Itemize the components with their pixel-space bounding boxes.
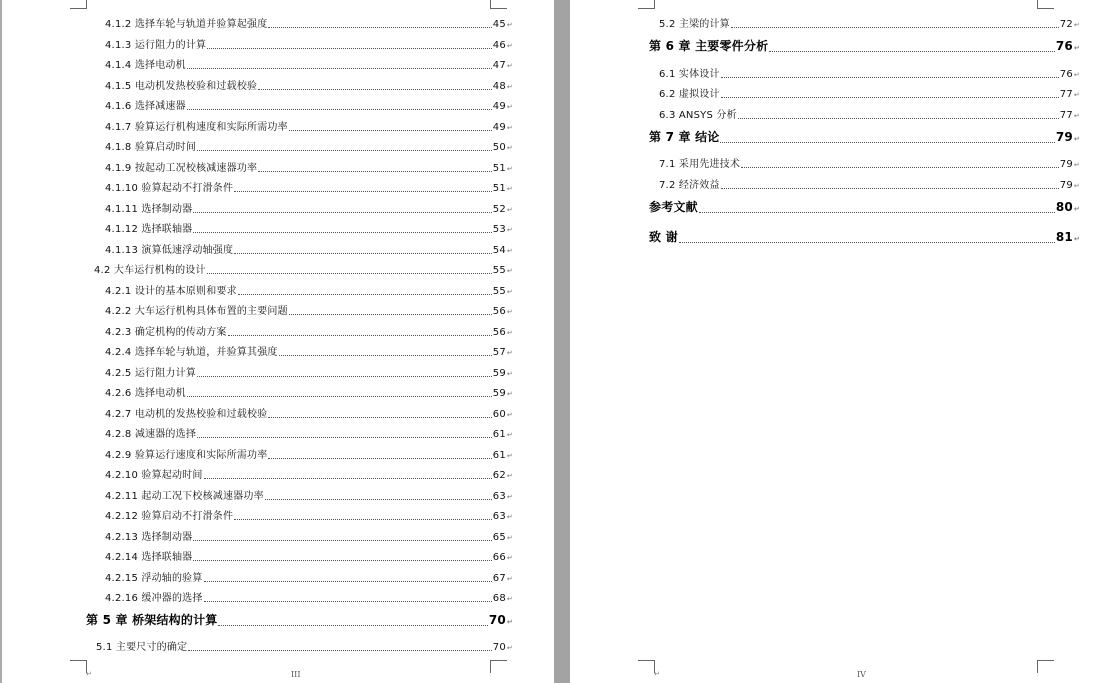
toc-dot-leader <box>279 355 492 356</box>
document-page-left[interactable] <box>2 0 554 683</box>
toc-dot-leader <box>721 77 1059 78</box>
toc-page-number: 70 <box>488 613 506 627</box>
toc-dot-leader <box>187 396 492 397</box>
paragraph-mark-icon: ↵ <box>506 575 513 583</box>
toc-entry[interactable] <box>105 425 513 440</box>
toc-entry-title: 4.2.7 电动机的发热校验和过载校验 <box>105 409 268 420</box>
toc-page-number: 76 <box>1059 69 1073 80</box>
toc-entry-title: 参考文献 <box>649 200 698 214</box>
toc-entry-title: 4.1.13 演算低速浮动轴强度 <box>105 245 234 256</box>
toc-entry-title: 4.2.5 运行阻力计算 <box>105 368 197 379</box>
toc-chapter-entry[interactable] <box>649 198 1080 215</box>
toc-entry-title: 4.2.12 验算启动不打滑条件 <box>105 511 234 522</box>
crop-mark-top-left-icon <box>70 0 87 9</box>
footer-paragraph-mark-icon: ↵ <box>86 670 92 678</box>
paragraph-mark-icon: ↵ <box>506 21 513 29</box>
toc-page-number: 67 <box>492 573 506 584</box>
toc-dot-leader <box>188 650 492 651</box>
toc-entry[interactable] <box>105 138 513 153</box>
toc-entry-title: 4.2.15 浮动轴的验算 <box>105 573 203 584</box>
toc-dot-leader <box>721 97 1059 98</box>
toc-dot-leader <box>265 499 492 500</box>
toc-page-number: 55 <box>492 286 506 297</box>
paragraph-mark-icon: ↵ <box>506 206 513 214</box>
toc-page-number: 48 <box>492 81 506 92</box>
toc-entry[interactable] <box>105 528 513 543</box>
toc-dot-leader <box>204 601 492 602</box>
toc-dot-leader <box>207 273 492 274</box>
paragraph-mark-icon: ↵ <box>506 534 513 542</box>
toc-entry[interactable] <box>105 200 513 215</box>
toc-page-number: 60 <box>492 409 506 420</box>
toc-page-number: 51 <box>492 183 506 194</box>
paragraph-mark-icon: ↵ <box>506 267 513 275</box>
crop-mark-bottom-right-icon <box>490 660 507 673</box>
footer-paragraph-mark-icon: ↵ <box>654 670 660 678</box>
paragraph-mark-icon: ↵ <box>506 247 513 255</box>
toc-dot-leader <box>769 51 1055 52</box>
toc-entry-title: 4.1.5 电动机发热校验和过载校验 <box>105 81 258 92</box>
toc-page-number: 49 <box>492 101 506 112</box>
toc-entry[interactable] <box>659 15 1080 30</box>
toc-page-number: 63 <box>492 511 506 522</box>
paragraph-mark-icon: ↵ <box>1073 71 1080 79</box>
toc-entry[interactable] <box>105 343 513 358</box>
toc-entry[interactable] <box>105 323 513 338</box>
paragraph-mark-icon: ↵ <box>506 329 513 337</box>
toc-entry[interactable] <box>105 241 513 256</box>
paragraph-mark-icon: ↵ <box>506 370 513 378</box>
toc-dot-leader <box>289 130 492 131</box>
toc-page-number: 62 <box>492 470 506 481</box>
toc-entry[interactable] <box>659 176 1080 191</box>
toc-entry[interactable] <box>105 487 513 502</box>
toc-dot-leader <box>234 253 492 254</box>
toc-page-number: 59 <box>492 388 506 399</box>
page-gutter <box>554 0 570 683</box>
toc-page-number: 49 <box>492 122 506 133</box>
toc-dot-leader <box>197 150 492 151</box>
toc-dot-leader <box>204 581 492 582</box>
toc-entry[interactable] <box>105 77 513 92</box>
toc-entry-title: 4.2.11 起动工况下校核减速器功率 <box>105 491 264 502</box>
toc-entry-title: 4.2.14 选择联轴器 <box>105 552 193 563</box>
toc-dot-leader <box>268 27 491 28</box>
paragraph-mark-icon: ↵ <box>506 493 513 501</box>
toc-entry-title: 第 7 章 结论 <box>649 130 720 144</box>
toc-entry-title: 4.1.11 选择制动器 <box>105 204 193 215</box>
toc-entry-title: 4.1.3 运行阻力的计算 <box>105 40 207 51</box>
paragraph-mark-icon: ↵ <box>506 472 513 480</box>
crop-mark-bottom-left-icon <box>638 660 655 673</box>
toc-entry-title: 4.1.7 验算运行机构速度和实际所需功率 <box>105 122 288 133</box>
paragraph-mark-icon: ↵ <box>506 144 513 152</box>
toc-entry[interactable] <box>105 282 513 297</box>
toc-entry[interactable] <box>105 364 513 379</box>
toc-entry-title: 第 6 章 主要零件分析 <box>649 39 769 53</box>
paragraph-mark-icon: ↵ <box>1073 182 1080 190</box>
toc-page-number: 70 <box>492 642 506 653</box>
toc-page-number: 72 <box>1059 19 1073 30</box>
toc-entry-title: 致 谢 <box>649 230 678 244</box>
footer-page-number: III <box>291 670 301 679</box>
toc-entry[interactable] <box>659 85 1080 100</box>
toc-dot-leader <box>193 212 491 213</box>
toc-chapter-entry[interactable] <box>649 128 1080 145</box>
paragraph-mark-icon: ↵ <box>506 595 513 603</box>
toc-page-number: 76 <box>1055 39 1073 53</box>
paragraph-mark-icon: ↵ <box>506 513 513 521</box>
paragraph-mark-icon: ↵ <box>506 390 513 398</box>
toc-entry[interactable] <box>105 589 513 604</box>
paragraph-mark-icon: ↵ <box>506 185 513 193</box>
toc-dot-leader <box>193 232 491 233</box>
toc-dot-leader <box>268 458 491 459</box>
toc-dot-leader <box>720 142 1054 143</box>
toc-page-number: 77 <box>1059 110 1073 121</box>
toc-entry[interactable] <box>105 507 513 522</box>
toc-dot-leader <box>731 27 1059 28</box>
paragraph-mark-icon: ↵ <box>1073 21 1080 29</box>
toc-dot-leader <box>218 625 487 626</box>
toc-page-number: 65 <box>492 532 506 543</box>
toc-entry-title: 4.2 大车运行机构的设计 <box>94 265 206 276</box>
toc-chapter-entry[interactable] <box>86 611 513 628</box>
toc-dot-leader <box>699 212 1055 213</box>
paragraph-mark-icon: ↵ <box>506 288 513 296</box>
paragraph-mark-icon: ↵ <box>506 62 513 70</box>
toc-entry-title: 4.2.8 减速器的选择 <box>105 429 197 440</box>
toc-entry[interactable] <box>659 65 1080 80</box>
toc-dot-leader <box>679 242 1055 243</box>
toc-dot-leader <box>721 188 1059 189</box>
crop-mark-bottom-right-icon <box>1037 660 1054 673</box>
toc-entry-title: 4.2.13 选择制动器 <box>105 532 193 543</box>
toc-page-number: 47 <box>492 60 506 71</box>
toc-entry-title: 4.2.4 选择车轮与轨道，并验算其强度 <box>105 347 278 358</box>
crop-mark-bottom-left-icon <box>70 660 87 673</box>
toc-entry-title: 4.1.10 验算起动不打滑条件 <box>105 183 234 194</box>
toc-page-number: 55 <box>492 265 506 276</box>
toc-entry[interactable] <box>105 466 513 481</box>
paragraph-mark-icon: ↵ <box>1073 112 1080 120</box>
toc-page-number: 50 <box>492 142 506 153</box>
toc-page-number: 53 <box>492 224 506 235</box>
toc-entry-title: 4.2.6 选择电动机 <box>105 388 186 399</box>
paragraph-mark-icon: ↵ <box>506 644 513 652</box>
toc-entry-title: 4.2.9 验算运行速度和实际所需功率 <box>105 450 268 461</box>
toc-dot-leader <box>193 540 491 541</box>
toc-entry[interactable] <box>105 302 513 317</box>
toc-entry-title: 4.1.2 选择车轮与轨道并验算起强度 <box>105 19 268 30</box>
toc-dot-leader <box>197 376 492 377</box>
paragraph-mark-icon: ↵ <box>1073 205 1080 213</box>
crop-mark-top-right-icon <box>490 0 507 9</box>
toc-page-number: 45 <box>492 19 506 30</box>
toc-page-number: 79 <box>1055 130 1073 144</box>
paragraph-mark-icon: ↵ <box>506 165 513 173</box>
toc-entry-title: 7.2 经济效益 <box>659 180 720 191</box>
toc-entry-title: 4.1.6 选择减速器 <box>105 101 186 112</box>
paragraph-mark-icon: ↵ <box>506 42 513 50</box>
paragraph-mark-icon: ↵ <box>506 308 513 316</box>
toc-page-number: 79 <box>1059 180 1073 191</box>
toc-entry-title: 第 5 章 桥架结构的计算 <box>86 613 218 627</box>
toc-page-number: 79 <box>1059 159 1073 170</box>
paragraph-mark-icon: ↵ <box>1073 235 1080 243</box>
toc-dot-leader <box>238 294 492 295</box>
toc-dot-leader <box>187 109 492 110</box>
toc-entry[interactable] <box>105 97 513 112</box>
toc-entry[interactable] <box>659 106 1080 121</box>
paragraph-mark-icon: ↵ <box>506 431 513 439</box>
toc-page-number: 56 <box>492 327 506 338</box>
paragraph-mark-icon: ↵ <box>506 349 513 357</box>
toc-entry-title: 4.2.1 设计的基本原则和要求 <box>105 286 237 297</box>
toc-entry[interactable] <box>105 56 513 71</box>
toc-dot-leader <box>234 191 492 192</box>
toc-page-number: 46 <box>492 40 506 51</box>
paragraph-mark-icon: ↵ <box>506 103 513 111</box>
toc-page-number: 54 <box>492 245 506 256</box>
toc-entry[interactable] <box>105 220 513 235</box>
toc-entry[interactable] <box>105 118 513 133</box>
toc-entry[interactable] <box>105 384 513 399</box>
paragraph-mark-icon: ↵ <box>1073 135 1080 143</box>
toc-entry-title: 7.1 采用先进技术 <box>659 159 741 170</box>
document-page-right[interactable] <box>570 0 1101 683</box>
toc-page-number: 57 <box>492 347 506 358</box>
toc-entry-title: 6.1 实体设计 <box>659 69 720 80</box>
toc-entry-title: 4.1.12 选择联轴器 <box>105 224 193 235</box>
toc-entry-title: 4.2.10 验算起动时间 <box>105 470 203 481</box>
toc-entry-title: 4.2.3 确定机构的传动方案 <box>105 327 227 338</box>
paragraph-mark-icon: ↵ <box>1073 44 1080 52</box>
toc-entry[interactable] <box>105 548 513 563</box>
toc-entry-title: 5.2 主梁的计算 <box>659 19 730 30</box>
toc-entry-title: 6.2 虚拟设计 <box>659 89 720 100</box>
toc-dot-leader <box>193 560 491 561</box>
paragraph-mark-icon: ↵ <box>506 226 513 234</box>
toc-dot-leader <box>228 335 492 336</box>
toc-page-number: 63 <box>492 491 506 502</box>
paragraph-mark-icon: ↵ <box>506 411 513 419</box>
toc-chapter-entry[interactable] <box>649 37 1080 54</box>
toc-dot-leader <box>207 48 492 49</box>
toc-dot-leader <box>258 171 492 172</box>
toc-entry[interactable] <box>105 569 513 584</box>
toc-entry-title: 5.1 主要尺寸的确定 <box>96 642 188 653</box>
toc-dot-leader <box>234 519 492 520</box>
toc-entry[interactable] <box>96 638 513 653</box>
crop-mark-top-right-icon <box>1037 0 1054 9</box>
paragraph-mark-icon: ↵ <box>1073 161 1080 169</box>
toc-dot-leader <box>204 478 492 479</box>
toc-dot-leader <box>258 89 492 90</box>
toc-entry[interactable] <box>105 446 513 461</box>
toc-entry-title: 6.3 ANSYS 分析 <box>659 110 737 121</box>
toc-chapter-entry[interactable] <box>649 228 1080 245</box>
toc-entry-title: 4.1.8 验算启动时间 <box>105 142 197 153</box>
toc-entry-title: 4.1.9 按起动工况校核减速器功率 <box>105 163 258 174</box>
toc-dot-leader <box>289 314 492 315</box>
paragraph-mark-icon: ↵ <box>506 618 513 626</box>
paragraph-mark-icon: ↵ <box>506 554 513 562</box>
toc-entry[interactable] <box>105 159 513 174</box>
toc-entry[interactable] <box>105 405 513 420</box>
paragraph-mark-icon: ↵ <box>1073 91 1080 99</box>
toc-entry[interactable] <box>105 36 513 51</box>
toc-entry-title: 4.2.2 大车运行机构具体布置的主要问题 <box>105 306 288 317</box>
toc-dot-leader <box>187 68 492 69</box>
toc-page-number: 81 <box>1055 230 1073 244</box>
toc-dot-leader <box>741 167 1059 168</box>
toc-dot-leader <box>268 417 491 418</box>
toc-page-number: 51 <box>492 163 506 174</box>
toc-page-number: 77 <box>1059 89 1073 100</box>
toc-page-number: 61 <box>492 450 506 461</box>
toc-entry[interactable] <box>659 155 1080 170</box>
toc-page-number: 80 <box>1055 200 1073 214</box>
crop-mark-top-left-icon <box>638 0 655 9</box>
toc-dot-leader <box>197 437 492 438</box>
toc-page-number: 52 <box>492 204 506 215</box>
paragraph-mark-icon: ↵ <box>506 83 513 91</box>
toc-entry[interactable] <box>105 15 513 30</box>
toc-entry[interactable] <box>94 261 513 276</box>
toc-page-number: 61 <box>492 429 506 440</box>
toc-page-number: 59 <box>492 368 506 379</box>
paragraph-mark-icon: ↵ <box>506 124 513 132</box>
toc-page-number: 66 <box>492 552 506 563</box>
toc-entry-title: 4.2.16 缓冲器的选择 <box>105 593 203 604</box>
toc-entry[interactable] <box>105 179 513 194</box>
toc-entry-title: 4.1.4 选择电动机 <box>105 60 186 71</box>
footer-page-number: IV <box>857 670 866 679</box>
toc-dot-leader <box>738 118 1059 119</box>
toc-page-number: 68 <box>492 593 506 604</box>
toc-page-number: 56 <box>492 306 506 317</box>
paragraph-mark-icon: ↵ <box>506 452 513 460</box>
